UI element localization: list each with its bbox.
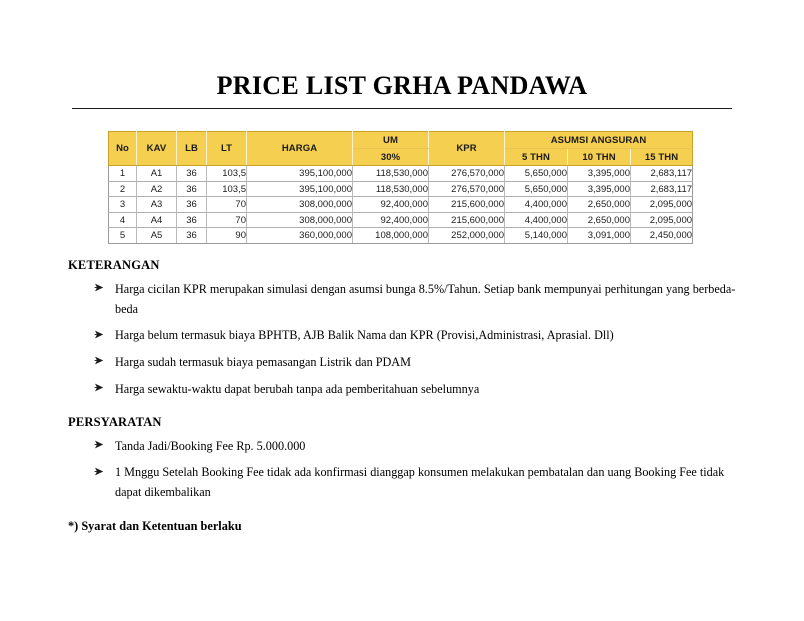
arrow-bullet-icon bbox=[94, 439, 105, 450]
col-header-harga: HARGA bbox=[247, 132, 353, 166]
list-item bbox=[94, 437, 740, 457]
list-item bbox=[94, 280, 740, 320]
cell-no: 5 bbox=[109, 228, 137, 244]
cell-harga: 360,000,000 bbox=[247, 228, 353, 244]
cell-harga: 395,100,000 bbox=[247, 166, 353, 182]
arrow-bullet-icon bbox=[94, 355, 105, 366]
cell-um: 108,000,000 bbox=[353, 228, 429, 244]
table-row bbox=[109, 197, 693, 213]
cell-lb: 36 bbox=[177, 181, 207, 197]
cell-10-thn: 3,091,000 bbox=[568, 228, 631, 244]
cell-no: 4 bbox=[109, 212, 137, 228]
cell-15-thn: 2,683,117 bbox=[631, 181, 693, 197]
cell-lt: 103,5 bbox=[207, 181, 247, 197]
col-header-15-thn: 15 THN bbox=[631, 149, 693, 166]
cell-harga: 395,100,000 bbox=[247, 181, 353, 197]
list-item bbox=[94, 463, 740, 503]
cell-kpr: 276,570,000 bbox=[429, 181, 505, 197]
arrow-bullet-icon bbox=[94, 466, 105, 477]
keterangan-list bbox=[68, 280, 740, 400]
persyaratan-section bbox=[68, 415, 740, 503]
price-table bbox=[108, 131, 693, 244]
list-item bbox=[94, 326, 740, 346]
cell-15-thn: 2,095,000 bbox=[631, 212, 693, 228]
cell-5-thn: 5,650,000 bbox=[505, 166, 568, 182]
cell-15-thn: 2,095,000 bbox=[631, 197, 693, 213]
col-header-lb: LB bbox=[177, 132, 207, 166]
col-header-kpr: KPR bbox=[429, 132, 505, 166]
table-row bbox=[109, 228, 693, 244]
cell-um: 92,400,000 bbox=[353, 197, 429, 213]
cell-no: 1 bbox=[109, 166, 137, 182]
price-table-header bbox=[109, 132, 693, 166]
cell-no: 3 bbox=[109, 197, 137, 213]
cell-no: 2 bbox=[109, 181, 137, 197]
persyaratan-list bbox=[68, 437, 740, 503]
col-header-10-thn: 10 THN bbox=[568, 149, 631, 166]
cell-kav: A1 bbox=[137, 166, 177, 182]
cell-10-thn: 3,395,000 bbox=[568, 181, 631, 197]
footnote-terms: *) Syarat dan Ketentuan berlaku bbox=[68, 518, 242, 533]
table-row bbox=[109, 212, 693, 228]
cell-kpr: 215,600,000 bbox=[429, 197, 505, 213]
col-header-5-thn: 5 THN bbox=[505, 149, 568, 166]
cell-10-thn: 2,650,000 bbox=[568, 212, 631, 228]
arrow-bullet-icon bbox=[94, 329, 105, 340]
arrow-bullet-icon bbox=[94, 282, 105, 293]
cell-kpr: 276,570,000 bbox=[429, 166, 505, 182]
cell-5-thn: 4,400,000 bbox=[505, 212, 568, 228]
list-item bbox=[94, 353, 740, 373]
cell-kpr: 252,000,000 bbox=[429, 228, 505, 244]
cell-5-thn: 5,140,000 bbox=[505, 228, 568, 244]
col-header-asumsi-angsuran: ASUMSI ANGSURAN bbox=[505, 132, 693, 149]
cell-lb: 36 bbox=[177, 197, 207, 213]
cell-5-thn: 4,400,000 bbox=[505, 197, 568, 213]
cell-15-thn: 2,683,117 bbox=[631, 166, 693, 182]
cell-kav: A4 bbox=[137, 212, 177, 228]
cell-lt: 103,5 bbox=[207, 166, 247, 182]
list-item bbox=[94, 380, 740, 400]
list-item-text: Harga sudah termasuk biaya pemasangan Listrik dan PDAM bbox=[115, 355, 411, 370]
persyaratan-heading: PERSYARATAN bbox=[68, 414, 162, 429]
cell-lt: 90 bbox=[207, 228, 247, 244]
col-header-um-percent: 30% bbox=[353, 149, 429, 166]
cell-lb: 36 bbox=[177, 166, 207, 182]
cell-kav: A2 bbox=[137, 181, 177, 197]
arrow-bullet-icon bbox=[94, 382, 105, 393]
cell-lt: 70 bbox=[207, 212, 247, 228]
cell-kpr: 215,600,000 bbox=[429, 212, 505, 228]
title-divider bbox=[72, 108, 732, 109]
table-row bbox=[109, 166, 693, 182]
cell-um: 118,530,000 bbox=[353, 166, 429, 182]
col-header-kav: KAV bbox=[137, 132, 177, 166]
cell-kav: A5 bbox=[137, 228, 177, 244]
cell-harga: 308,000,000 bbox=[247, 197, 353, 213]
keterangan-heading: KETERANGAN bbox=[68, 257, 160, 272]
list-item-text: Harga belum termasuk biaya BPHTB, AJB Balik Nama dan KPR (Provisi,Administrasi, Aprasial. Dll) bbox=[115, 328, 614, 343]
cell-5-thn: 5,650,000 bbox=[505, 181, 568, 197]
cell-um: 118,530,000 bbox=[353, 181, 429, 197]
col-header-no: No bbox=[109, 132, 137, 166]
table-header-row-1 bbox=[109, 132, 693, 149]
cell-lt: 70 bbox=[207, 197, 247, 213]
cell-kav: A3 bbox=[137, 197, 177, 213]
page-title: PRICE LIST GRHA PANDAWA bbox=[216, 71, 588, 100]
cell-um: 92,400,000 bbox=[353, 212, 429, 228]
col-header-um: UM bbox=[353, 132, 429, 149]
list-item-text: Tanda Jadi/Booking Fee Rp. 5.000.000 bbox=[115, 438, 306, 453]
col-header-lt: LT bbox=[207, 132, 247, 166]
keterangan-section bbox=[68, 258, 740, 400]
list-item-text: Harga sewaktu-waktu dapat berubah tanpa ada pemberitahuan sebelumnya bbox=[115, 381, 480, 396]
list-item-text: Harga cicilan KPR merupakan simulasi dengan asumsi bunga 8.5%/Tahun. Setiap bank mempunyai perhitungan yang berbeda-beda bbox=[115, 281, 736, 316]
table-row bbox=[109, 181, 693, 197]
cell-10-thn: 3,395,000 bbox=[568, 166, 631, 182]
cell-lb: 36 bbox=[177, 228, 207, 244]
cell-15-thn: 2,450,000 bbox=[631, 228, 693, 244]
cell-10-thn: 2,650,000 bbox=[568, 197, 631, 213]
list-item-text: 1 Mnggu Setelah Booking Fee tidak ada konfirmasi dianggap konsumen melakukan pembatalan dan uang Booking Fee tidak dapat dikembalikan bbox=[115, 465, 725, 500]
price-table-container bbox=[108, 131, 692, 244]
cell-lb: 36 bbox=[177, 212, 207, 228]
cell-harga: 308,000,000 bbox=[247, 212, 353, 228]
price-table-body bbox=[109, 166, 693, 244]
